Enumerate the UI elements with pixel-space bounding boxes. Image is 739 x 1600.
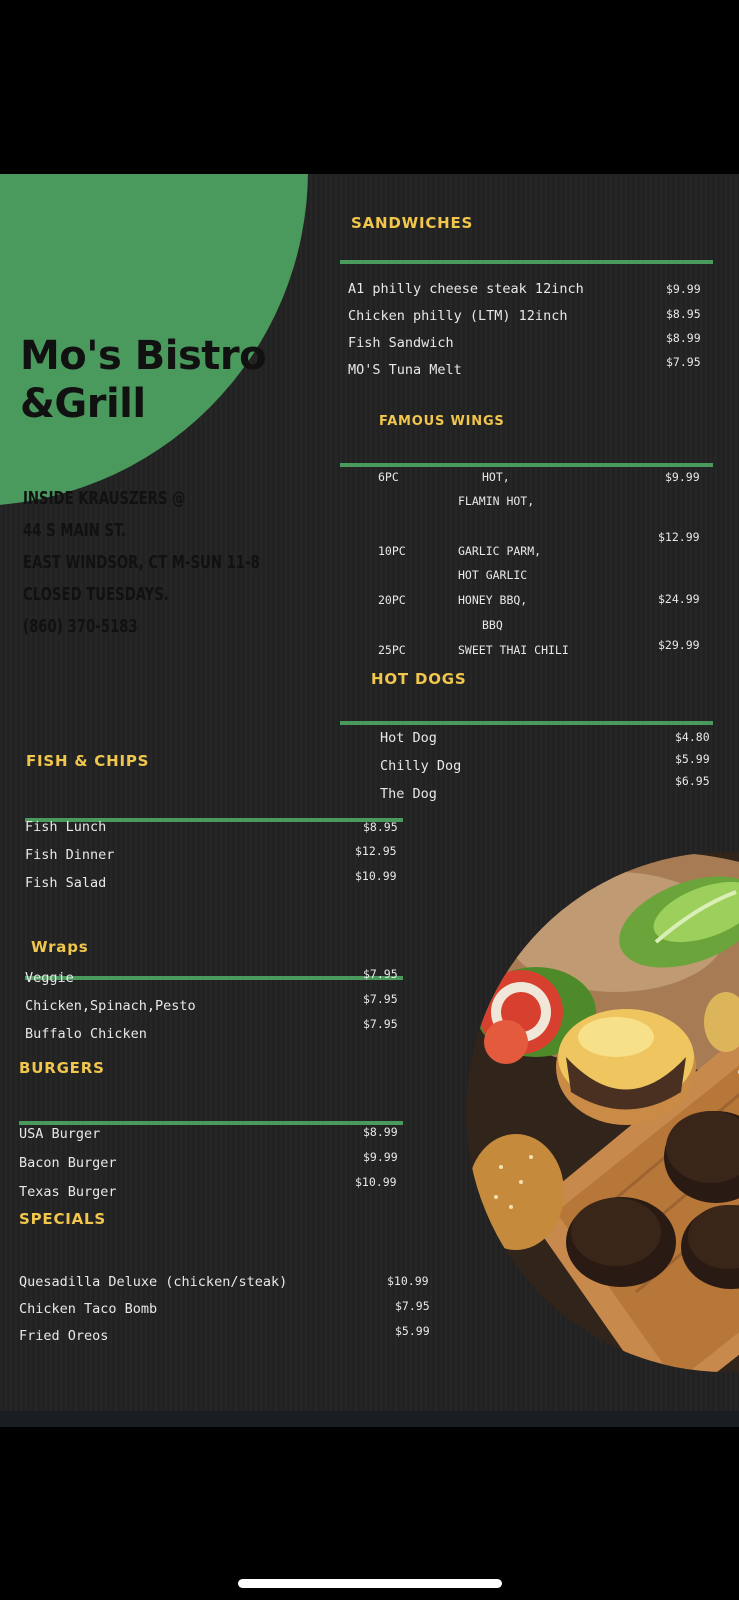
- section-divider: [25, 976, 403, 980]
- menu-item-price: $10.99: [355, 869, 397, 883]
- info-line: 44 S MAIN ST.: [23, 520, 126, 541]
- wing-flavor: FLAMIN HOT,: [458, 494, 535, 508]
- menu-item-name: The Dog: [380, 786, 437, 802]
- wing-flavor: BBQ: [482, 618, 503, 632]
- menu-item-price: $5.99: [395, 1324, 430, 1338]
- wing-price: $29.99: [658, 638, 700, 652]
- menu-bottom-strip: [0, 1411, 739, 1427]
- menu-item-name: Chicken philly (LTM) 12inch: [348, 308, 568, 324]
- specials-heading: SPECIALS: [19, 1210, 107, 1228]
- info-line: CLOSED TUESDAYS.: [23, 584, 169, 605]
- section-divider: [340, 721, 713, 725]
- wraps-heading: Wraps: [31, 938, 89, 956]
- home-indicator[interactable]: [238, 1579, 502, 1588]
- menu-item-name: Buffalo Chicken: [25, 1026, 147, 1042]
- wing-price: $9.99: [665, 470, 700, 484]
- menu-item-price: $7.95: [666, 355, 701, 369]
- wing-price: $24.99: [658, 592, 700, 606]
- menu-item-name: Fish Dinner: [25, 847, 115, 863]
- phone-number: (860) 370-5183: [23, 616, 138, 637]
- wing-flavor: SWEET THAI CHILI: [458, 643, 569, 657]
- menu-item-price: $7.95: [395, 1299, 430, 1313]
- menu-item-name: Chilly Dog: [380, 758, 462, 774]
- menu-board: [0, 174, 739, 1411]
- menu-item-name: Fish Salad: [25, 875, 107, 891]
- restaurant-name-line1: Mo's Bistro: [20, 333, 267, 379]
- menu-item-price: $8.95: [363, 820, 398, 834]
- section-divider: [19, 1121, 403, 1125]
- wing-size: 6PC: [378, 470, 399, 484]
- menu-item-price: $12.95: [355, 844, 397, 858]
- info-line: EAST WINDSOR, CT M-SUN 11-8: [23, 552, 260, 573]
- wing-flavor: GARLIC PARM,: [458, 544, 542, 558]
- menu-item-price: $6.95: [675, 774, 710, 788]
- menu-item-price: $8.99: [666, 331, 701, 345]
- burgers-heading: BURGERS: [19, 1059, 105, 1077]
- menu-item-name: Veggie: [25, 970, 74, 986]
- menu-item-price: $9.99: [363, 1150, 398, 1164]
- menu-item-name: Quesadilla Deluxe (chicken/steak): [19, 1274, 288, 1290]
- menu-item-name: Bacon Burger: [19, 1155, 117, 1171]
- menu-item-price: $7.95: [363, 992, 398, 1006]
- sandwiches-heading: SANDWICHES: [351, 214, 474, 232]
- menu-item-name: Fish Lunch: [25, 819, 107, 835]
- menu-item-price: $10.99: [387, 1274, 429, 1288]
- menu-item-price: $9.99: [666, 282, 701, 296]
- menu-item-price: $8.95: [666, 307, 701, 321]
- wing-flavor: HONEY BBQ,: [458, 593, 528, 607]
- menu-item-name: Chicken,Spinach,Pesto: [25, 998, 196, 1014]
- menu-item-price: $10.99: [355, 1175, 397, 1189]
- menu-item-name: A1 philly cheese steak 12inch: [348, 281, 584, 297]
- menu-item-name: USA Burger: [19, 1126, 101, 1142]
- hot-dogs-heading: HOT DOGS: [371, 670, 467, 688]
- info-line: INSIDE KRAUSZERS @: [23, 488, 186, 509]
- menu-item-price: $7.95: [363, 967, 398, 981]
- menu-item-name: MO'S Tuna Melt: [348, 362, 462, 378]
- wings-heading: FAMOUS WINGS: [379, 414, 505, 429]
- location-hours-info: [23, 483, 260, 643]
- menu-item-price: $8.99: [363, 1125, 398, 1139]
- wing-price: $12.99: [658, 530, 700, 544]
- fish-chips-heading: FISH & CHIPS: [26, 752, 150, 770]
- wing-flavor: HOT,: [482, 470, 510, 484]
- restaurant-name-line2: &Grill: [20, 381, 146, 427]
- burger-photo: [466, 852, 739, 1372]
- menu-item-name: Fried Oreos: [19, 1328, 109, 1344]
- menu-item-price: $7.95: [363, 1017, 398, 1031]
- menu-item-price: $4.80: [675, 730, 710, 744]
- wing-flavor: HOT GARLIC: [458, 568, 528, 582]
- menu-item-price: $5.99: [675, 752, 710, 766]
- menu-item-name: Chicken Taco Bomb: [19, 1301, 158, 1317]
- restaurant-name: [20, 332, 266, 428]
- menu-item-name: Texas Burger: [19, 1184, 117, 1200]
- section-divider: [340, 463, 713, 467]
- wing-size: 20PC: [378, 593, 406, 607]
- menu-item-name: Hot Dog: [380, 730, 437, 746]
- wing-size: 10PC: [378, 544, 406, 558]
- section-divider: [340, 260, 713, 264]
- menu-item-name: Fish Sandwich: [348, 335, 454, 351]
- wing-size: 25PC: [378, 643, 406, 657]
